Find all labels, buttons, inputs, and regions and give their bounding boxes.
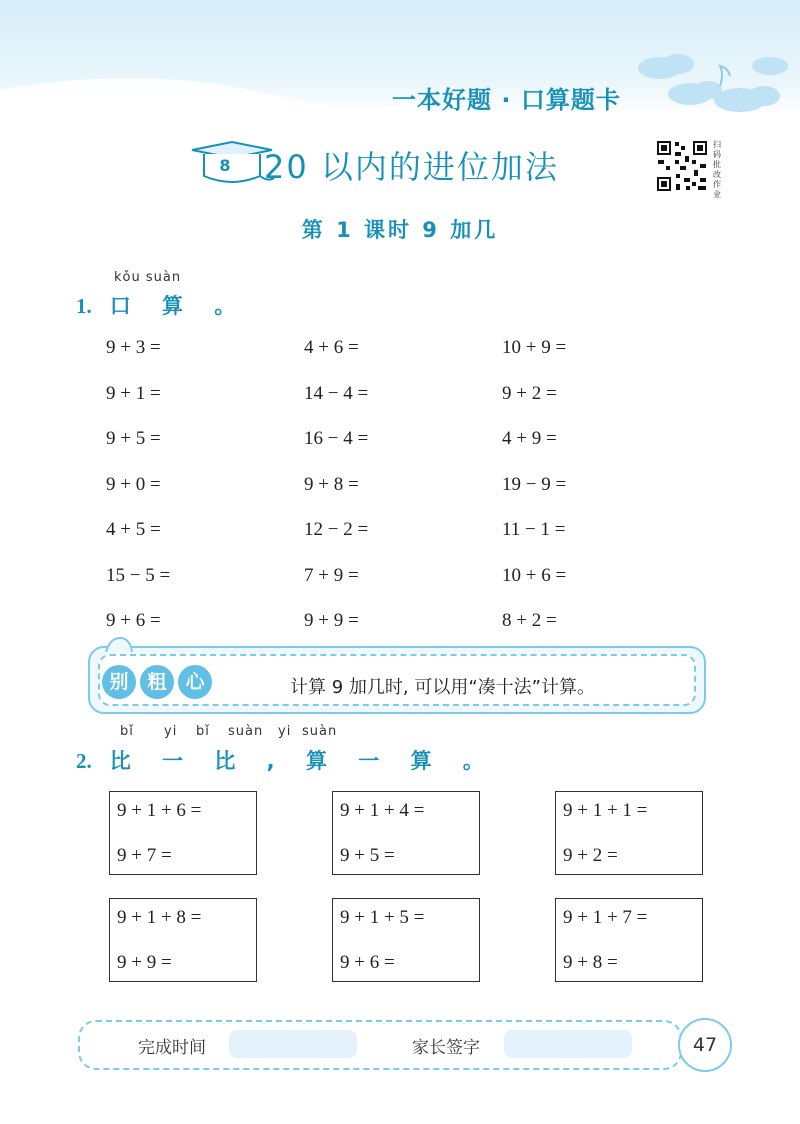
tip-badge: 粗 <box>140 665 174 699</box>
compare-line-1: 9 + 1 + 8 = <box>117 907 202 928</box>
pinyin-syllable: yi <box>278 724 292 739</box>
calc-item: 4 + 6 = <box>304 337 359 358</box>
lesson-title: 第 1 课时 9 加几 <box>301 218 499 242</box>
calc-item: 10 + 9 = <box>502 337 567 358</box>
completion-time-label: 完成时间 <box>138 1038 206 1058</box>
calc-item: 9 + 0 = <box>106 473 161 495</box>
page-number: 47 <box>678 1018 732 1072</box>
tip-tab-decoration <box>104 636 134 652</box>
tip-text: 计算 9 加几时, 可以用“凑十法”计算。 <box>290 677 595 698</box>
calc-item: 9 + 5 = <box>106 428 161 449</box>
calc-item: 9 + 3 = <box>106 337 161 358</box>
section2-number: 2. <box>76 749 92 773</box>
section1-heading <box>76 290 247 320</box>
section1-pinyin: kǒu suàn <box>114 270 182 285</box>
compare-line-1: 9 + 1 + 1 = <box>563 800 648 821</box>
calc-item: 9 + 9 = <box>304 610 359 631</box>
cloud-decoration-icon <box>620 38 800 118</box>
chapter-title: 20 以内的进位加法 <box>264 148 559 186</box>
pinyin-syllable: suàn <box>302 724 338 739</box>
completion-time-field[interactable] <box>229 1030 357 1058</box>
compare-box <box>332 791 480 875</box>
section2-heading <box>76 745 496 775</box>
calc-item: 4 + 5 = <box>106 519 161 540</box>
calc-item: 7 + 9 = <box>304 564 359 586</box>
tip-badge: 别 <box>102 665 136 699</box>
compare-line-2: 9 + 6 = <box>340 952 395 973</box>
calc-item: 11 − 1 = <box>502 519 566 540</box>
compare-line-2: 9 + 5 = <box>340 845 395 866</box>
brand-title: 一本好题 · 口算题卡 <box>392 86 621 114</box>
pinyin-syllable: suàn <box>228 724 264 739</box>
compare-box <box>332 898 480 982</box>
calc-item: 8 + 2 = <box>502 610 557 631</box>
compare-line-2: 9 + 8 = <box>563 952 618 973</box>
section1-number: 1. <box>76 294 92 318</box>
qr-caption: 扫码批改作业 <box>713 140 721 199</box>
qr-code-icon[interactable] <box>656 140 708 192</box>
compare-line-1: 9 + 1 + 6 = <box>117 800 202 821</box>
calc-item: 9 + 1 = <box>106 382 161 404</box>
compare-box <box>109 791 257 875</box>
section1-title: 口 算 。 <box>109 294 248 318</box>
calc-item: 9 + 8 = <box>304 473 359 495</box>
calc-item: 15 − 5 = <box>106 564 171 586</box>
calc-item: 16 − 4 = <box>304 428 369 449</box>
compare-line-2: 9 + 2 = <box>563 845 618 866</box>
calc-item: 19 − 9 = <box>502 473 567 495</box>
tip-badge: 心 <box>178 665 212 699</box>
compare-box <box>555 898 703 982</box>
header-wave-decoration <box>0 70 420 115</box>
compare-box <box>555 791 703 875</box>
calc-item: 14 − 4 = <box>304 382 369 404</box>
pinyin-syllable: bǐ <box>120 724 134 739</box>
section2-title: 比 一 比 , 算 一 算 。 <box>109 749 496 773</box>
parent-signature-field[interactable] <box>504 1030 632 1058</box>
calc-item: 10 + 6 = <box>502 564 567 586</box>
calc-item: 9 + 6 = <box>106 610 161 631</box>
pinyin-syllable: yi <box>164 724 178 739</box>
calc-item: 9 + 2 = <box>502 382 557 404</box>
compare-line-2: 9 + 9 = <box>117 952 172 973</box>
calc-item: 12 − 2 = <box>304 519 369 540</box>
compare-box <box>109 898 257 982</box>
compare-line-1: 9 + 1 + 5 = <box>340 907 425 928</box>
oral-calc-grid <box>106 332 626 651</box>
compare-line-1: 9 + 1 + 4 = <box>340 800 425 821</box>
compare-line-2: 9 + 7 = <box>117 845 172 866</box>
calc-item: 4 + 9 = <box>502 428 557 449</box>
compare-line-1: 9 + 1 + 7 = <box>563 907 648 928</box>
parent-signature-label: 家长签字 <box>412 1038 480 1058</box>
pinyin-syllable: bǐ <box>196 724 210 739</box>
chapter-number: 8 <box>219 156 231 175</box>
